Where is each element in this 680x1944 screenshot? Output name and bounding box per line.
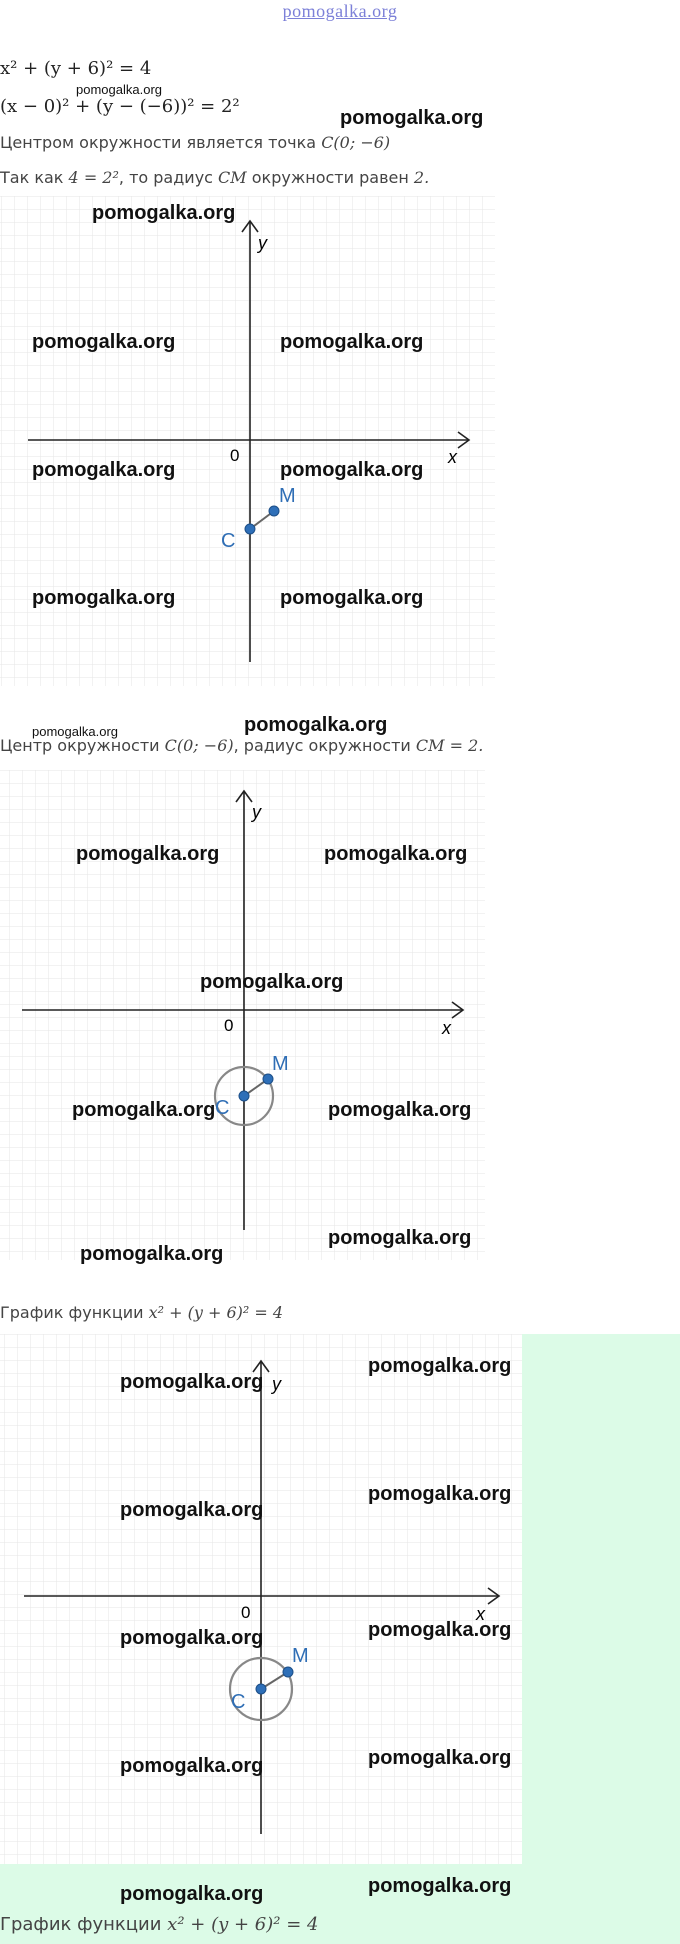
second-text-1: Центр окружности <box>0 736 165 755</box>
y-axis-label: y <box>258 233 267 253</box>
watermark: pomogalka.org <box>120 1371 264 1393</box>
point-c <box>256 1684 266 1694</box>
site-logo[interactable]: pomogalka.org <box>282 1 398 21</box>
watermark: pomogalka.org <box>200 971 344 993</box>
watermark: pomogalka.org <box>76 843 220 865</box>
point-c-label: C <box>215 1097 230 1119</box>
center-text: Центром окружности является точка <box>0 133 322 152</box>
radius-text-3: окружности равен <box>246 168 414 187</box>
grid-background <box>0 196 495 686</box>
watermark: pomogalka.org <box>280 459 424 481</box>
y-axis-label: y <box>272 1374 281 1394</box>
x-axis-label: x <box>476 1604 485 1624</box>
x-axis-label: x <box>442 1018 451 1038</box>
point-c <box>239 1091 249 1101</box>
watermark: pomogalka.org <box>324 843 468 865</box>
watermark: pomogalka.org <box>32 587 176 609</box>
point-m <box>269 506 279 516</box>
second-math-2: CM = 2. <box>415 736 484 755</box>
second-math-1: C(0; −6) <box>164 736 234 755</box>
equation-2: (x − 0)² + (y − (−6))² = 2² <box>0 96 240 117</box>
graph-caption <box>0 1303 283 1322</box>
watermark: pomogalka.org <box>328 1227 472 1249</box>
y-axis-label: y <box>252 802 261 822</box>
point-c-label: C <box>231 1691 246 1713</box>
watermark: pomogalka.org <box>92 202 236 224</box>
point-m <box>283 1667 293 1677</box>
watermark: pomogalka.org <box>32 331 176 353</box>
watermark: pomogalka.org <box>368 1619 512 1641</box>
watermark: pomogalka.org <box>80 1243 224 1265</box>
watermark: pomogalka.org <box>76 82 162 97</box>
radius-line <box>0 168 429 187</box>
graph-1 <box>0 196 500 686</box>
center-line <box>0 133 390 152</box>
watermark: pomogalka.org <box>340 107 484 129</box>
graph-3 <box>0 1334 522 1864</box>
watermark: pomogalka.org <box>120 1883 264 1905</box>
x-axis-label: x <box>448 447 457 467</box>
watermark: pomogalka.org <box>72 1099 216 1121</box>
radius-text-2: , то радиус <box>118 168 219 187</box>
highlight-panel <box>522 1334 680 1864</box>
watermark: pomogalka.org <box>368 1875 512 1897</box>
second-text-2: , радиус окружности <box>233 736 416 755</box>
origin-label: 0 <box>224 1016 234 1035</box>
radius-math-3: 2. <box>413 168 430 187</box>
graph-caption-math: x² + (y + 6)² = 4 <box>148 1303 284 1322</box>
radius-math-2: CM <box>218 168 247 187</box>
watermark: pomogalka.org <box>120 1755 264 1777</box>
watermark: pomogalka.org <box>120 1627 264 1649</box>
watermark: pomogalka.org <box>368 1483 512 1505</box>
point-m-label: M <box>292 1645 309 1667</box>
watermark: pomogalka.org <box>32 459 176 481</box>
watermark: pomogalka.org <box>368 1747 512 1769</box>
graph-caption-text: График функции <box>0 1303 149 1322</box>
watermark: pomogalka.org <box>328 1099 472 1121</box>
watermark: pomogalka.org <box>368 1355 512 1377</box>
point-c-label: C <box>221 530 236 552</box>
watermark: pomogalka.org <box>244 714 388 736</box>
point-m-label: M <box>272 1053 289 1075</box>
watermark: pomogalka.org <box>120 1499 264 1521</box>
center-math: C(0; −6) <box>321 133 391 152</box>
origin-label: 0 <box>230 446 240 465</box>
radius-text-1: Так как <box>0 168 69 187</box>
footer-caption-math: x² + (y + 6)² = 4 <box>167 1914 319 1935</box>
point-c <box>245 524 255 534</box>
watermark: pomogalka.org <box>280 587 424 609</box>
footer-caption <box>0 1914 318 1935</box>
point-m <box>263 1074 273 1084</box>
origin-label: 0 <box>241 1603 251 1622</box>
watermark: pomogalka.org <box>32 724 118 739</box>
point-m-label: M <box>279 485 296 507</box>
equation-1: x² + (y + 6)² = 4 <box>0 58 152 79</box>
footer-caption-text: График функции <box>0 1914 168 1935</box>
watermark: pomogalka.org <box>280 331 424 353</box>
radius-math-1: 4 = 2² <box>68 168 119 187</box>
